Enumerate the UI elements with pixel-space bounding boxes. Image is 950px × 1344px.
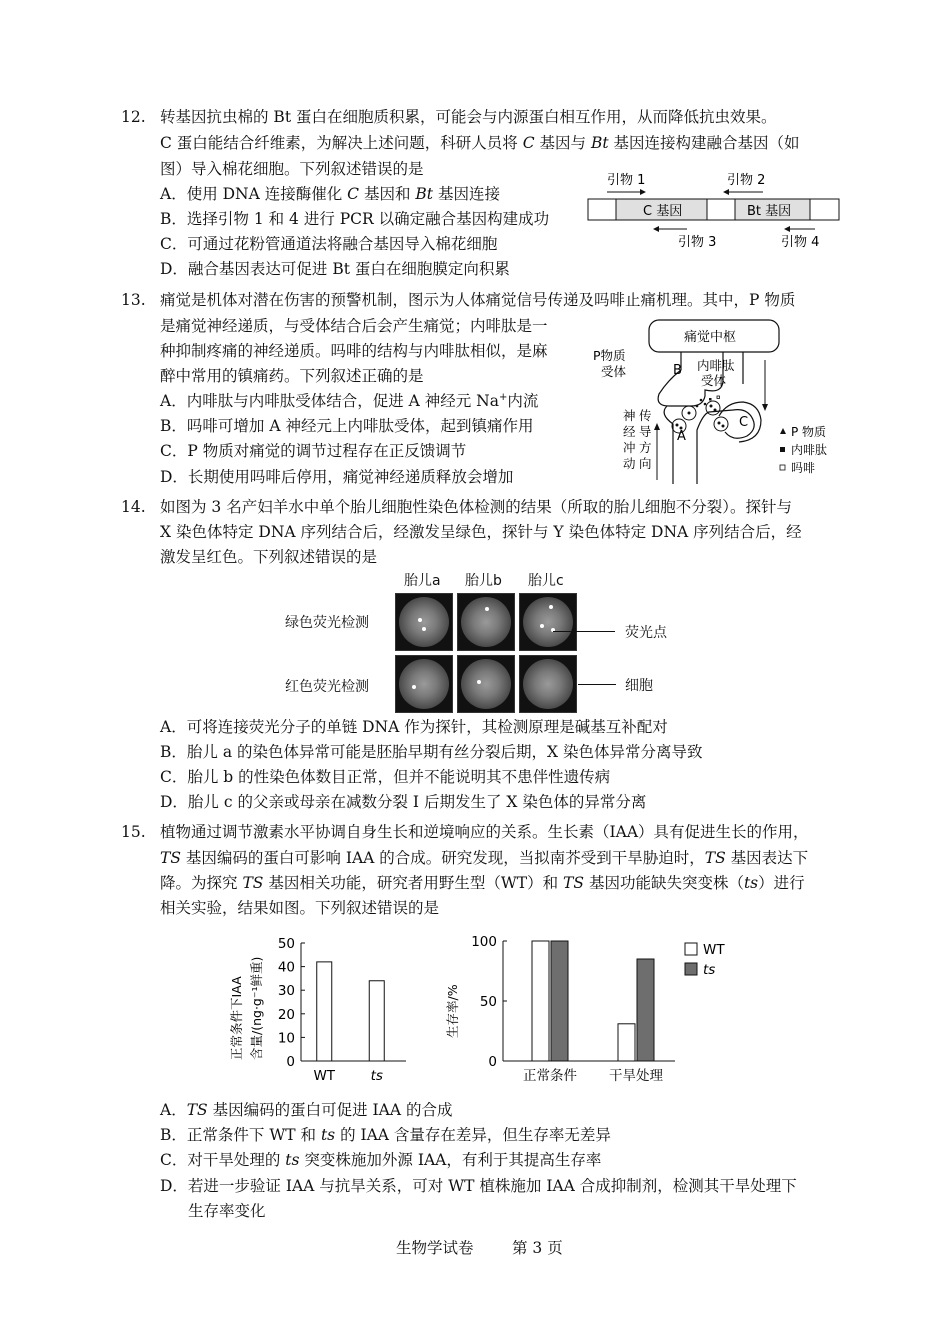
legend-p-marker [780, 428, 786, 434]
synapse-particle-3 [696, 405, 699, 408]
primer-4-arrowhead [784, 226, 790, 232]
survival-chart-legend [685, 942, 725, 978]
iaa-chart-ylabel-line-1: 正常条件下IAA [229, 976, 244, 1060]
p-receptor-label-2: 受体 [601, 364, 627, 379]
impulse-char-1: 神 [623, 408, 636, 423]
survival-bar [532, 941, 549, 1061]
cell-a-green [395, 593, 453, 651]
red-row-label: 红色荧光检测 [285, 679, 369, 695]
fetus-c-label: 胎儿c [528, 573, 564, 589]
iaa-bar [317, 962, 332, 1061]
impulse-arrowhead [654, 423, 660, 430]
synapse-square-1 [709, 398, 712, 401]
descending-arrowhead [762, 404, 768, 411]
legend-endorphin-marker [780, 447, 785, 452]
q15-line-4: 相关实验，结果如图。下列叙述错误的是 [160, 899, 440, 917]
vesicle-3-dot-a [710, 405, 713, 408]
q15-option-c: C．对干旱处理的 ts 突变株施加外源 IAA，有利于其提高生存率 [160, 1151, 602, 1169]
survival-chart-ylabel: 生存率/% [445, 984, 460, 1038]
c-gene-label: C 基因 [643, 204, 683, 219]
legend-endorphin-label: 内啡肽 [791, 443, 828, 457]
iaa-content-chart [225, 930, 415, 1088]
primer-1-arrowhead [640, 189, 646, 195]
iaa-x-tick-label: ts [370, 1068, 383, 1084]
legend-swatch [685, 963, 697, 975]
q15-line-1: 植物通过调节激素水平协调自身生长和逆境响应的关系。生长素（IAA）具有促进生长的作用， [160, 823, 809, 841]
q12-line-2: C 蛋白能结合纤维素，为解决上述问题，科研人员将 C 基因与 Bt 基因连接构建融合基因（如 [160, 134, 800, 152]
q12-line-1: 转基因抗虫棉的 Bt 蛋白在细胞质积累，可能会与内源蛋白相互作用，从而降低抗虫效果。 [160, 108, 777, 126]
q15-option-b: B．正常条件下 WT 和 ts 的 IAA 含量存在差异，但生存率无差异 [160, 1126, 611, 1144]
iaa-y-tick-label: 0 [286, 1054, 295, 1070]
q13-line-3: 种抑制疼痛的神经递质。吗啡的结构与内啡肽相似，是麻 [160, 342, 548, 360]
synapse-square-2 [717, 396, 720, 399]
survival-bar [551, 941, 568, 1061]
q12-option-c: C．可通过花粉管通道法将融合基因导入棉花细胞 [160, 235, 498, 253]
primer-3-label: 引物 3 [678, 235, 717, 250]
impulse-char-2: 经 [623, 424, 636, 439]
vesicle-2-dot-a [676, 424, 679, 427]
primer-4-label: 引物 4 [781, 235, 820, 250]
primer-1-label: 引物 1 [607, 173, 646, 188]
spot-leader-line [553, 631, 615, 632]
cell-label: 细胞 [625, 678, 653, 694]
legend-morphine-label: 吗啡 [791, 461, 816, 475]
iaa-y-tick-label: 50 [277, 936, 295, 952]
survival-x-tick-label: 干旱处理 [609, 1068, 663, 1084]
survival-bar [618, 1024, 635, 1061]
legend-swatch [685, 943, 697, 955]
survival-bar [637, 959, 654, 1061]
q14-line-1: 如图为 3 名产妇羊水中单个胎儿细胞性染色体检测的结果（所取的胎儿细胞不分裂）。探针与 [160, 498, 792, 516]
legend-morphine-marker [780, 465, 785, 470]
q12-line-3: 图）导入棉花细胞。下列叙述错误的是 [160, 160, 424, 178]
legend-p-label: P 物质 [791, 425, 827, 439]
iaa-y-tick-label: 10 [277, 1030, 295, 1047]
synapse-particle-1 [700, 399, 703, 402]
cell-c-red [519, 655, 577, 713]
footer-subject: 生物学试卷 [396, 1239, 474, 1257]
iaa-y-tick-label: 40 [277, 959, 295, 976]
bt-gene-label: Bt 基因 [747, 204, 792, 219]
q12-option-a: A．使用 DNA 连接酶催化 C 基因和 Bt 基因连接 [160, 185, 500, 203]
impulse-char-3: 冲 [623, 440, 636, 455]
q13-line-2: 是痛觉神经递质，与受体结合后会产生痛觉；内啡肽是一 [160, 317, 548, 335]
synapse-particle-2 [704, 403, 707, 406]
survival-y-tick-label: 50 [479, 994, 497, 1010]
iaa-y-tick-label: 30 [277, 983, 295, 1000]
impulse-char-6: 导 [639, 424, 652, 439]
iaa-chart-ylabel-line-2: 含量/(ng·g⁻¹鲜重) [249, 956, 264, 1060]
vesicle-3-dot-b [714, 409, 717, 412]
q15-line-3: 降。为探究 TS 基因相关功能，研究者用野生型（WT）和 TS 基因功能缺失突变株（ts）进行 [160, 874, 805, 892]
primer-3-arrowhead [653, 226, 659, 232]
q13-number: 13. [121, 291, 146, 309]
q13-line-4: 醉中常用的镇痛药。下列叙述正确的是 [160, 367, 424, 385]
iaa-chart-axis [278, 936, 406, 1070]
q14-option-d: D．胎儿 c 的父亲或母亲在减数分裂 I 后期发生了 X 染色体的异常分离 [160, 793, 647, 811]
impulse-char-8: 向 [639, 456, 652, 471]
q15-line-2: TS 基因编码的蛋白可影响 IAA 的合成。研究发现，当拟南芥受到干旱胁迫时，TS 基因表达下 [160, 849, 809, 867]
q14-line-2: X 染色体特定 DNA 序列结合后，经激发呈绿色，探针与 Y 染色体特定 DNA 序列结合后，经 [160, 523, 802, 541]
footer-page: 第 3 页 [512, 1239, 563, 1257]
q14-line-3: 激发呈红色。下列叙述错误的是 [160, 548, 378, 566]
spot-label: 荧光点 [625, 625, 667, 641]
legend-label: WT [703, 942, 725, 958]
vesicle-4 [714, 417, 728, 431]
vesicle-1-dot [688, 412, 691, 415]
impulse-char-4: 动 [623, 456, 636, 471]
iaa-chart-bars [313, 962, 384, 1084]
survival-x-tick-label: 正常条件 [523, 1068, 577, 1084]
cell-c-green [519, 593, 577, 651]
cell-b-red [457, 655, 515, 713]
cell-a-red [395, 655, 453, 713]
q14-option-b: B．胎儿 a 的染色体异常可能是胚胎早期有丝分裂后期，X 染色体异常分离导致 [160, 743, 703, 761]
survival-y-tick-label: 100 [471, 934, 497, 950]
green-row-label: 绿色荧光检测 [285, 615, 369, 631]
q15-option-d-line-1: D．若进一步验证 IAA 与抗旱关系，可对 WT 植株施加 IAA 合成抑制剂，检测其干旱处理下 [160, 1177, 797, 1195]
neuron-a-left [664, 406, 673, 484]
pain-center-label: 痛觉中枢 [684, 330, 737, 345]
endorphin-receptor-label-1: 内啡肽 [697, 358, 735, 373]
q13-pain-pathway-diagram [593, 314, 843, 484]
q14-option-a: A．可将连接荧光分子的单链 DNA 作为探针，其检测原理是碱基互补配对 [160, 718, 668, 736]
impulse-char-5: 传 [639, 408, 652, 423]
q13-option-d: D．长期使用吗啡后停用，痛觉神经递质释放会增加 [160, 468, 514, 486]
q15-number: 15. [121, 823, 146, 841]
survival-chart-bars [523, 941, 663, 1084]
primer-2-arrowhead [723, 189, 729, 195]
neuron-c-label: C [739, 415, 749, 430]
neuron-a-label: A [677, 429, 686, 444]
q15-option-a: A．TS 基因编码的蛋白可促进 IAA 的合成 [160, 1101, 453, 1119]
q13-option-c: C．P 物质对痛觉的调节过程存在正反馈调节 [160, 442, 467, 460]
vesicle-4-dot-b [722, 425, 725, 428]
q12-option-b: B．选择引物 1 和 4 进行 PCR 以确定融合基因构建成功 [160, 210, 550, 228]
q12-number: 12. [121, 108, 146, 126]
q13-option-b: B．吗啡可增加 A 神经元上内啡肽受体，起到镇痛作用 [160, 417, 534, 435]
q15-option-d-line-2: 生存率变化 [188, 1202, 266, 1220]
iaa-y-tick-label: 20 [277, 1006, 295, 1023]
neuron-b-label: B [673, 363, 682, 378]
primer-2-label: 引物 2 [727, 173, 766, 188]
q14-number: 14. [121, 498, 146, 516]
endorphin-receptor-label-2: 受体 [701, 373, 727, 388]
q12-fusion-gene-diagram [585, 168, 845, 254]
iaa-x-tick-label: WT [313, 1068, 336, 1084]
fetus-a-label: 胎儿a [404, 573, 441, 589]
q13-option-a: A．内啡肽与内啡肽受体结合，促进 A 神经元 Na+内流 [160, 391, 539, 410]
legend-label: ts [703, 962, 716, 978]
cell-leader-line [578, 684, 616, 685]
vesicle-2-dot-b [680, 427, 683, 430]
iaa-bar [369, 981, 384, 1061]
p-receptor-label-1: P物质 [593, 348, 626, 363]
fetus-b-label: 胎儿b [465, 573, 502, 589]
survival-y-tick-label: 0 [488, 1054, 497, 1070]
impulse-char-7: 方 [639, 440, 652, 455]
cell-b-green [457, 593, 515, 651]
vesicle-3 [706, 401, 720, 415]
survival-rate-chart [435, 930, 735, 1088]
q13-line-1: 痛觉是机体对潜在伤害的预警机制，图示为人体痛觉信号传递及吗啡止痛机理。其中，P 物质 [160, 291, 796, 309]
vesicle-4-dot-a [718, 422, 721, 425]
q14-option-c: C．胎儿 b 的性染色体数目正常，但并不能说明其不患伴性遗传病 [160, 768, 611, 786]
q12-option-d: D．融合基因表达可促进 Bt 蛋白在细胞膜定向积累 [160, 260, 510, 278]
